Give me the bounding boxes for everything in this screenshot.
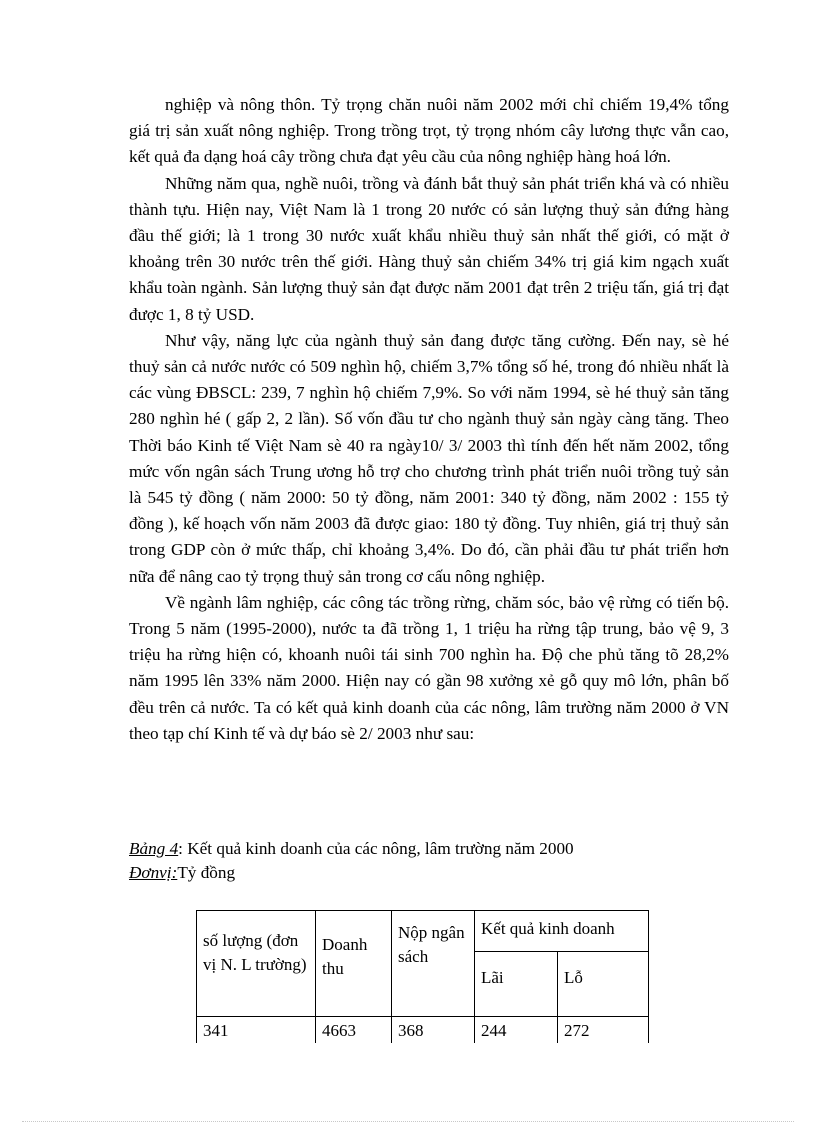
paragraph-2: Những năm qua, nghề nuôi, trồng và đánh bắt thuỷ sản phát triển khá và có nhiều thành tựu. Hiện nay, Việt Nam là 1 trong 20 nước có sản lượng thuỷ sản đứng hàng đầu thế giới; là 1 trong 30 nước xuất khẩu nhiều thuỷ sản nhất thế giới, có mặt ở khoảng trên 30 nước trên thế giới. Hàng thuỷ sản chiếm 34% trị giá kim ngạch xuất khẩu toàn ngành. Sản lượng thuỷ sản đạt được năm 2001 đạt trên 2 triệu tấn, giá trị đạt được 1, 8 tỷ USD. [129,173,729,324]
table-unit [129,861,769,885]
table-title: : Kết quả kinh doanh của các nông, lâm trường năm 2000 [178,839,574,858]
results-table [196,910,649,1043]
paragraph-1: nghiệp và nông thôn. Tỷ trọng chăn nuôi năm 2002 mới chỉ chiếm 19,4% tổng giá trị sản xuất nông nghiệp. Trong trồng trọt, tỷ trọng nhóm cây lương thực vẫn cao, kết quả đa dạng hoá cây trồng chưa đạt yêu cầu của nông nghiệp hàng hoá lớn. [129,95,729,167]
page-bottom-divider [22,1121,794,1122]
paragraph-3: Như vậy, năng lực của ngành thuỷ sản đang được tăng cường. Đến nay, sè hé thuỷ sản cả nước nước có 509 nghìn hộ, chiếm 3,7% tổng số hé, trong đó nhiều nhất là các vùng ĐBSCL: 239, 7 nghìn hộ chiếm 7,9%. So với năm 1994, sè hé thuỷ sản tăng 280 nghìn hé ( gấp 2, 2 lần). Số vốn đầu tư cho ngành thuỷ sản ngày càng tăng. Theo Thời báo Kinh tế Việt Nam sè 40 ra ngày10/ 3/ 2003 thì tính đến hết năm 2002, tổng mức vốn ngân sách Trung ương hỗ trợ cho chương trình phát triển nuôi trồng tuỷ sản là 545 tỷ đồng ( năm 2000: 50 tỷ đồng, năm 2001: 340 tỷ đồng, năm 2002 : 155 tỷ đồng ), kế hoạch vốn năm 2003 đã được giao: 180 tỷ đồng. Tuy nhiên, giá trị thuỷ sản trong GDP còn ở mức thấp, chỉ khoảng 3,4%. Do đó, cần phải đầu tư phát triển hơn nữa để nâng cao tỷ trọng thuỷ sản trong cơ cấu nông nghiệp. [129,330,729,586]
paragraph-4: Về ngành lâm nghiệp, các công tác trồng rừng, chăm sóc, bảo vệ rừng có tiến bộ. Trong 5 năm (1995-2000), nước ta đã trồng 1, 1 triệu ha rừng tập trung, bảo vệ 9, 3 triệu ha rừng hiện có, khoanh nuôi tái sinh 700 nghìn ha. Độ che phủ tăng tõ 28,2% năm 1995 lên 33% năm 2000. Hiện nay có gần 98 xưởng xẻ gỗ quy mô lớn, phân bố đều trên cả nước. Ta có kết quả kinh doanh của các nông, lâm trường năm 2000 ở VN theo tạp chí Kinh tế và dự báo sè 2/ 2003 như sau: [129,592,729,743]
cell-profit: 244 [475,1017,558,1044]
table-label: Bảng 4 [129,839,179,858]
header-business-result: Kết quả kinh doanh [475,911,649,952]
table-row [197,1017,649,1044]
header-profit: Lãi [475,952,558,1017]
header-loss: Lỗ [558,952,649,1017]
cell-revenue: 4663 [316,1017,392,1044]
header-revenue: Doanh thu [316,911,392,1017]
unit-value: Tỷ đồng [177,863,236,882]
cell-quantity: 341 [197,1017,316,1044]
header-budget: Nộp ngân sách [392,911,475,1017]
table-caption [129,837,769,861]
cell-budget: 368 [392,1017,475,1044]
cell-loss: 272 [558,1017,649,1044]
body-text [129,92,729,747]
unit-label: Đơnvị: [129,863,178,882]
header-quantity: số lượng (đơn vị N. L trường) [197,911,316,1017]
